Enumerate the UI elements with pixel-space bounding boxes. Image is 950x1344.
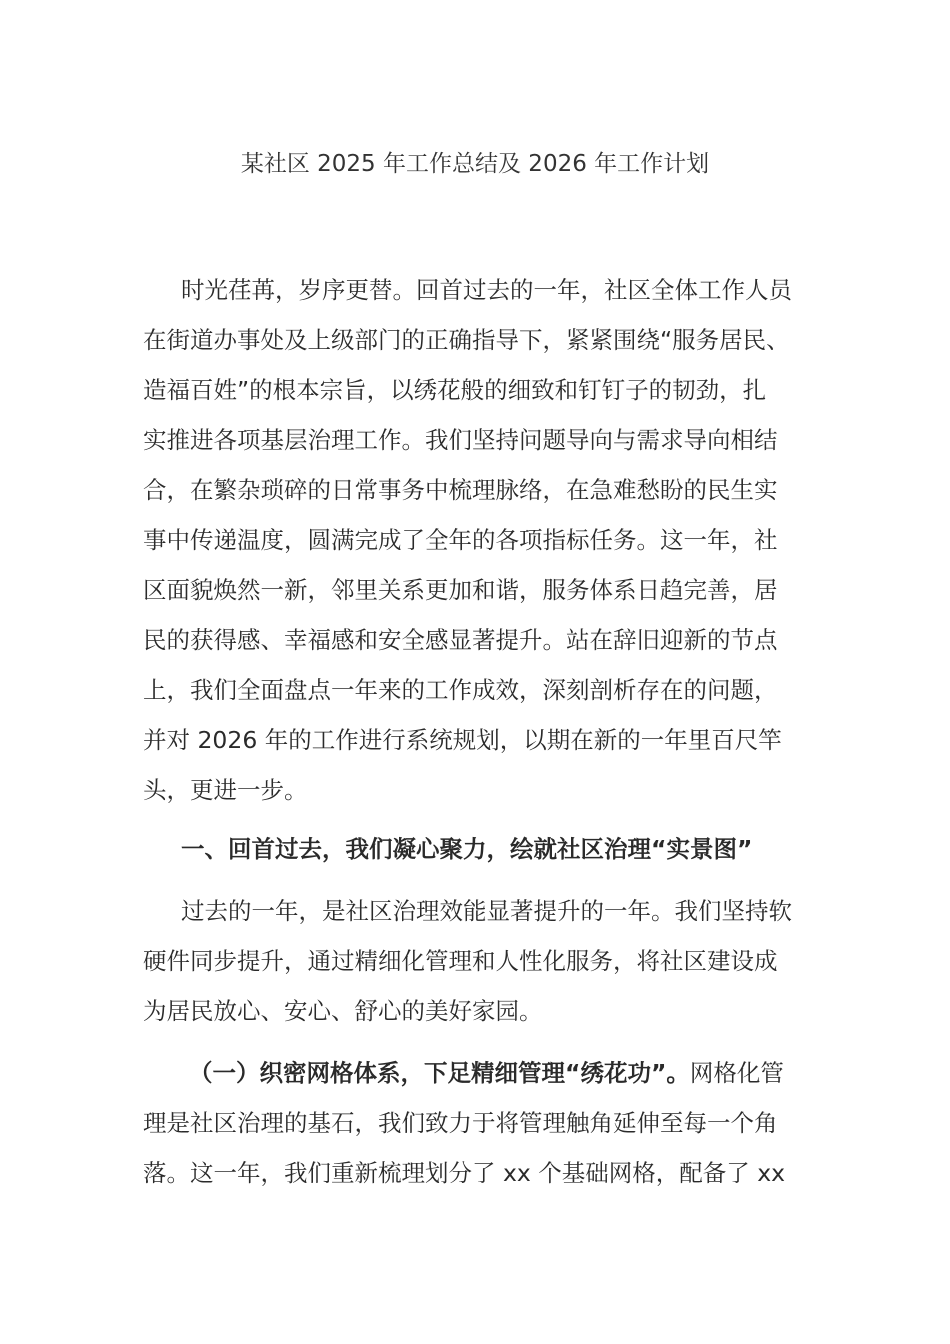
subsection-first-line-rest: 网格化管: [689, 1059, 784, 1087]
paragraph-line: 造福百姓”的根本宗旨，以绣花般的细致和钉钉子的韧劲，扎: [143, 376, 767, 404]
subsection-first-line: [143, 1048, 808, 1098]
paragraph-line: 硬件同步提升，通过精细化管理和人性化服务，将社区建设成: [143, 947, 778, 975]
paragraph-line: 并对 2026 年的工作进行系统规划，以期在新的一年里百尺竿: [143, 726, 782, 754]
paragraph-line: 过去的一年，是社区治理效能显著提升的一年。我们坚持软: [181, 897, 792, 925]
paragraph-line: 落。这一年，我们重新梳理划分了 xx 个基础网格，配备了 xx: [143, 1159, 786, 1187]
section-one-heading: 一、回首过去，我们凝心聚力，绘就社区治理“实景图”: [181, 835, 753, 863]
paragraph-line: 实推进各项基层治理工作。我们坚持问题导向与需求导向相结: [143, 426, 778, 454]
paragraph-line: 理是社区治理的基石，我们致力于将管理触角延伸至每一个角: [143, 1109, 778, 1137]
paragraph-line: 区面貌焕然一新，邻里关系更加和谐，服务体系日趋完善，居: [143, 576, 778, 604]
paragraph-line: 时光荏苒，岁序更替。回首过去的一年，社区全体工作人员: [181, 276, 792, 304]
subsection-one-heading: （一）织密网格体系，下足精细管理“绣花功”。: [189, 1059, 690, 1087]
paragraph-line: 事中传递温度，圆满完成了全年的各项指标任务。这一年，社: [143, 526, 778, 554]
paragraph-line: 头，更进一步。: [143, 776, 308, 804]
paragraph-line: 为居民放心、安心、舒心的美好家园。: [143, 997, 543, 1025]
paragraph-line: 上，我们全面盘点一年来的工作成效，深刻剖析存在的问题，: [143, 676, 778, 704]
section-one-paragraph: [143, 886, 808, 1036]
paragraph-line: 合，在繁杂琐碎的日常事务中梳理脉络，在急难愁盼的民生实: [143, 476, 778, 504]
paragraph-line: 民的获得感、幸福感和安全感显著提升。站在辞旧迎新的节点: [143, 626, 778, 654]
document-title: 某社区 2025 年工作总结及 2026 年工作计划: [240, 151, 710, 177]
section-heading: [143, 824, 808, 874]
paragraph-line: 在街道办事处及上级部门的正确指导下，紧紧围绕“服务居民、: [143, 326, 790, 354]
subsection-one-paragraph: [143, 1048, 808, 1198]
intro-paragraph: [143, 265, 808, 815]
